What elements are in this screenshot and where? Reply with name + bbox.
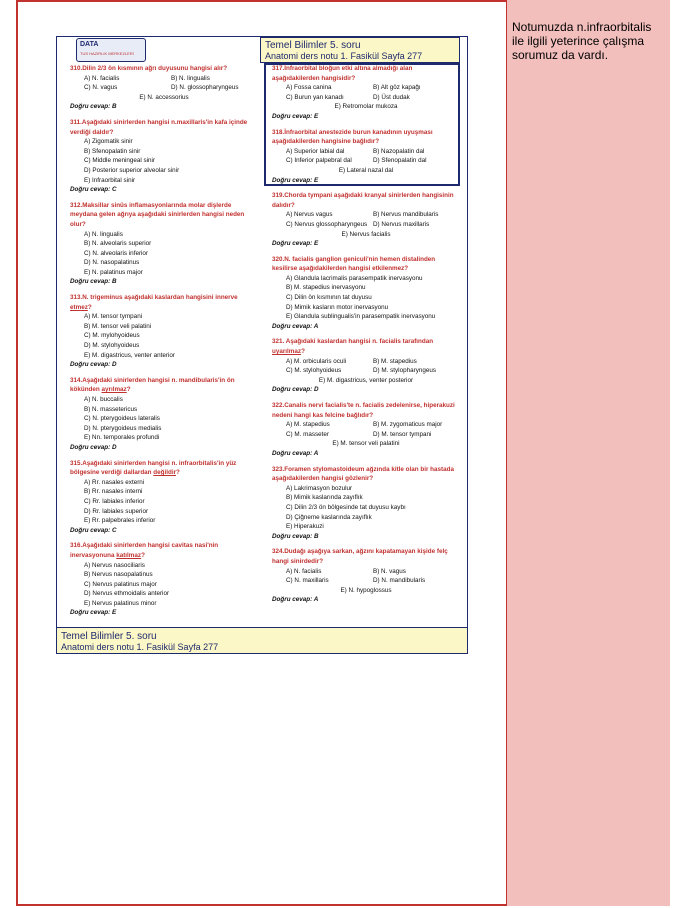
option-b: B) M. tensor veli palatini [84, 322, 152, 330]
answer: Doğru cevap: E [272, 240, 319, 248]
answer: Doğru cevap: D [70, 443, 117, 451]
header-top-subtitle: Anatomi ders notu 1. Fasikül Sayfa 277 [265, 51, 423, 61]
option-a: A) N. facialis [286, 567, 322, 575]
option-b: B) M. zygomaticus major [373, 421, 443, 429]
option-b: B) Nazopalatin dal [373, 147, 425, 155]
option-b: B) Rr. nasales interni [84, 488, 143, 496]
option-d: D) N. mandibularis [373, 577, 426, 585]
option-c: C) M. mylohyoideus [84, 332, 140, 340]
question-text: 317.İnfraorbital bloğun etki altına almadığı alan aşağıdakilerden hangisidir? [272, 65, 413, 82]
question-320 [272, 255, 460, 332]
question-text: 310.Dilin 2/3 ön kısmının ağrı duyusunu hangisi alır? [70, 65, 228, 72]
option-e: E) M. digastricus, venter posterior [318, 376, 414, 384]
header-bottom-subtitle: Anatomi ders notu 1. Fasikül Sayfa 277 [61, 642, 219, 652]
question-text-end: ? [126, 386, 131, 394]
option-c: C) N. pterygoideus lateralis [84, 415, 160, 423]
option-e: E) N. palatinus major [84, 268, 143, 276]
answer: Doğru cevap: A [272, 322, 319, 330]
option-c: C) N. maxillaris [286, 577, 329, 585]
answer: Doğru cevap: C [70, 186, 117, 194]
option-b: B) Alt göz kapağı [373, 84, 421, 92]
question-text: 323.Foramen stylomastoideum ağzında kitle olan bir hastada aşağıdakilerden hangisi gözlenir? [272, 465, 454, 483]
option-e: E) Glandula sublingualis'in parasempatik inervasyonu [286, 313, 436, 321]
question-316 [70, 541, 258, 618]
option-a: A) Superior labial dal [286, 147, 345, 155]
header-top [260, 37, 460, 63]
option-c: C) Dilin 2/3 ön bölgesinde tat duyusu kaybı [286, 503, 406, 511]
option-a: A) M. tensor tympani [84, 313, 143, 321]
answer: Doğru cevap: D [272, 386, 319, 394]
question-text: 322.Canalis nervi facialis'te n. facialis zedelenirse, hiperakuzi nedeni hangi kas felcine bağlıdır? [272, 402, 455, 419]
option-b: B) Sfenopalatin sinir [84, 147, 141, 155]
question-text-underlined: değildir [153, 469, 177, 477]
answer: Doğru cevap: C [70, 526, 117, 534]
question-317 [272, 64, 460, 122]
option-e: E) Retromolar mukoza [334, 103, 398, 111]
logo-subtext: TUS HAZIRLIK MERKEZLERİ [80, 51, 134, 56]
note-text: Notumuzda n.infraorbitalis ile ilgili yeterince çalışma sorumuz da vardı. [512, 20, 652, 62]
option-a: A) N. facialis [84, 74, 120, 82]
option-c: C) Dilin ön kısmının tat duyusu [286, 294, 372, 302]
note-panel [506, 0, 670, 906]
option-c: C) Burun yan kanadı [286, 93, 344, 101]
option-e: E) Nn. temporales profundi [84, 434, 160, 442]
header-bottom [56, 627, 468, 654]
answer: Doğru cevap: B [272, 532, 319, 540]
option-a: A) Rr. nasales externi [84, 478, 145, 486]
question-text [70, 376, 258, 395]
answer: Doğru cevap: D [70, 361, 117, 369]
publisher-logo [76, 38, 146, 62]
option-a: A) Lakrimasyon bozulur [286, 484, 353, 492]
question-319 [272, 191, 460, 249]
option-e: E) Infraorbital sinir [84, 176, 136, 184]
option-e: E) N. hypoglossus [340, 586, 392, 594]
option-a: A) Nervus vagus [286, 211, 333, 219]
option-c: C) Nervus glossopharyngeus [286, 220, 368, 228]
answer: Doğru cevap: A [272, 596, 319, 604]
option-c: C) Middle meningeal sinir [84, 157, 156, 165]
option-a: A) Zigomatik sinir [84, 138, 133, 146]
option-d: D) M. stylohyoideus [84, 342, 140, 350]
question-text: 312.Maksillar sinüs inflamasyonlarında molar dişlerde meydana gelen ağrıya aşağıdaki sinirlerden hangisi neden olur? [70, 201, 245, 228]
option-e: E) Lateral nazal dal [338, 166, 394, 174]
option-d: D) Posterior superior alveolar sinir [84, 166, 180, 174]
option-e: E) Nervus facialis [341, 230, 391, 238]
option-d: D) Sfenopalatin dal [373, 157, 427, 165]
option-a: A) M. orbicularis oculi [286, 357, 347, 365]
option-e: E) Hiperakuzi [286, 523, 324, 531]
question-text-main: 314.Aşağıdaki sinirlerden hangisi n. mandibularis'in ön kökünden [70, 376, 235, 394]
question-324 [272, 547, 460, 605]
option-b: B) Nervus mandibularis [373, 211, 439, 219]
header-bottom-title: Temel Bilimler 5. soru [61, 631, 157, 642]
question-311 [70, 118, 258, 195]
question-text-end: ? [141, 551, 145, 559]
option-d: D) N. pterygoideus medialis [84, 424, 162, 432]
option-c: C) Inferior palpebral dal [286, 157, 352, 165]
question-text-end: ? [176, 469, 180, 477]
option-a: A) Nervus nasociliaris [84, 561, 145, 569]
answer: Doğru cevap: B [70, 103, 117, 111]
question-text [70, 459, 258, 478]
option-d: D) Nervus maxillaris [373, 220, 430, 228]
option-b: B) N. lingualis [171, 74, 210, 82]
option-d: D) M. stylopharyngeus [373, 367, 436, 375]
question-323 [272, 465, 460, 542]
option-b: B) N. massetericus [84, 405, 138, 413]
option-b: B) N. alveolaris superior [84, 240, 152, 248]
option-d: D) Üst dudak [373, 93, 410, 101]
option-e: E) M. digastricus, venter anterior [84, 351, 175, 359]
option-c: C) N. alveolaris inferior [84, 249, 149, 257]
question-text-main: 321. Aşağıdaki kaslardan hangisi n. facialis tarafından [272, 338, 434, 346]
option-e: E) N. accessorius [139, 93, 189, 101]
question-text: 319.Chorda tympani aşağıdaki kranyal sinirlerden hangisinin dalıdır? [272, 192, 454, 209]
question-text [272, 337, 460, 356]
option-d: D) Mimik kasların motor inervasyonu [286, 303, 389, 311]
question-text: 318.İnfraorbital anestezide burun kanadının uyuşması aşağıdakilerden hangisine bağlıdır? [272, 128, 433, 146]
question-310 [70, 64, 258, 112]
question-text-underlined: uyarılmaz [272, 348, 302, 356]
question-text-end: ? [87, 303, 92, 311]
logo-text: DATA [80, 41, 99, 48]
option-d: D) M. tensor tympani [373, 430, 432, 438]
option-c: C) M. masseter [286, 430, 330, 438]
question-text-underlined: ayrılmaz [101, 386, 127, 394]
question-321 [272, 337, 460, 395]
question-text-underlined: etmez [70, 303, 88, 311]
option-a: A) N. lingualis [84, 230, 123, 238]
question-text-underlined: katılmaz [116, 551, 142, 559]
answer: Doğru cevap: E [272, 112, 319, 120]
right-column [272, 64, 460, 611]
option-b: B) Nervus nasopalatinus [84, 571, 153, 579]
left-column [70, 64, 258, 624]
question-315 [70, 459, 258, 536]
option-b: B) M. stapedius inervasyonu [286, 284, 366, 292]
option-c: C) Nervus palatinus major [84, 580, 157, 588]
option-a: A) N. buccalis [84, 396, 123, 403]
option-d: D) Nervus ethmoidalis anterior [84, 590, 170, 598]
option-d: D) N. glossopharyngeus [171, 84, 239, 92]
question-322 [272, 401, 460, 459]
answer: Doğru cevap: B [70, 278, 117, 286]
option-c: C) M. stylohyoideus [286, 367, 342, 375]
question-text: 320.N. facialis ganglion geniculi'nin hemen distalinden kesilirse aşağıdakilerden hangisi etkilenmez? [272, 255, 436, 273]
question-text-end: ? [301, 348, 305, 356]
option-b: B) N. vagus [373, 567, 406, 575]
question-text [70, 293, 258, 312]
option-d: D) Çiğneme kaslarında zayıflık [286, 513, 372, 521]
option-e: E) M. tensor veli palatini [332, 440, 400, 448]
option-d: D) Rr. labiales superior [84, 507, 149, 515]
question-text: 324.Dudağı aşağıya sarkan, ağzını kapatamayan kişide felç hangi sinirdedir? [272, 548, 448, 565]
option-a: A) Fossa canina [286, 84, 332, 92]
option-c: C) Rr. labiales inferior [84, 497, 145, 505]
option-a: A) M. stapedius [286, 421, 330, 429]
answer: Doğru cevap: E [272, 176, 319, 184]
header-top-title: Temel Bilimler 5. soru [265, 40, 361, 51]
question-313 [70, 293, 258, 370]
option-e: E) Nervus palatinus minor [84, 599, 157, 607]
question-314 [70, 376, 258, 453]
question-text-main: 316.Aşağıdaki sinirlerden hangisi cavitas nasi'nin inervasyonuna [70, 542, 219, 559]
answer: Doğru cevap: A [272, 449, 319, 457]
option-e: E) Rr. palpebrales inferior [84, 517, 156, 525]
option-b: B) Mimik kaslarında zayıflık [286, 494, 363, 502]
option-b: B) M. stapedius [373, 357, 417, 365]
question-312 [70, 201, 258, 287]
question-text-main: 313.N. trigeminus aşağıdaki kaslardan hangisini innerve [70, 294, 238, 302]
question-text [70, 541, 258, 560]
option-c: C) N. vagus [84, 84, 118, 92]
option-d: D) N. nasopalatinus [84, 259, 140, 267]
question-text-main: 315.Aşağıdaki sinirlerden hangisi n. infraorbitalis'in yüz bölgesine verdiği dallardan [70, 459, 237, 477]
question-text: 311.Aşağıdaki sinirlerden hangisi n.maxillaris'in kafa içinde verdiği daldır? [70, 118, 248, 136]
option-a: A) Glandula lacrimalis parasempatik inervasyonu [286, 274, 423, 282]
answer: Doğru cevap: E [70, 609, 117, 617]
question-318 [272, 128, 460, 186]
